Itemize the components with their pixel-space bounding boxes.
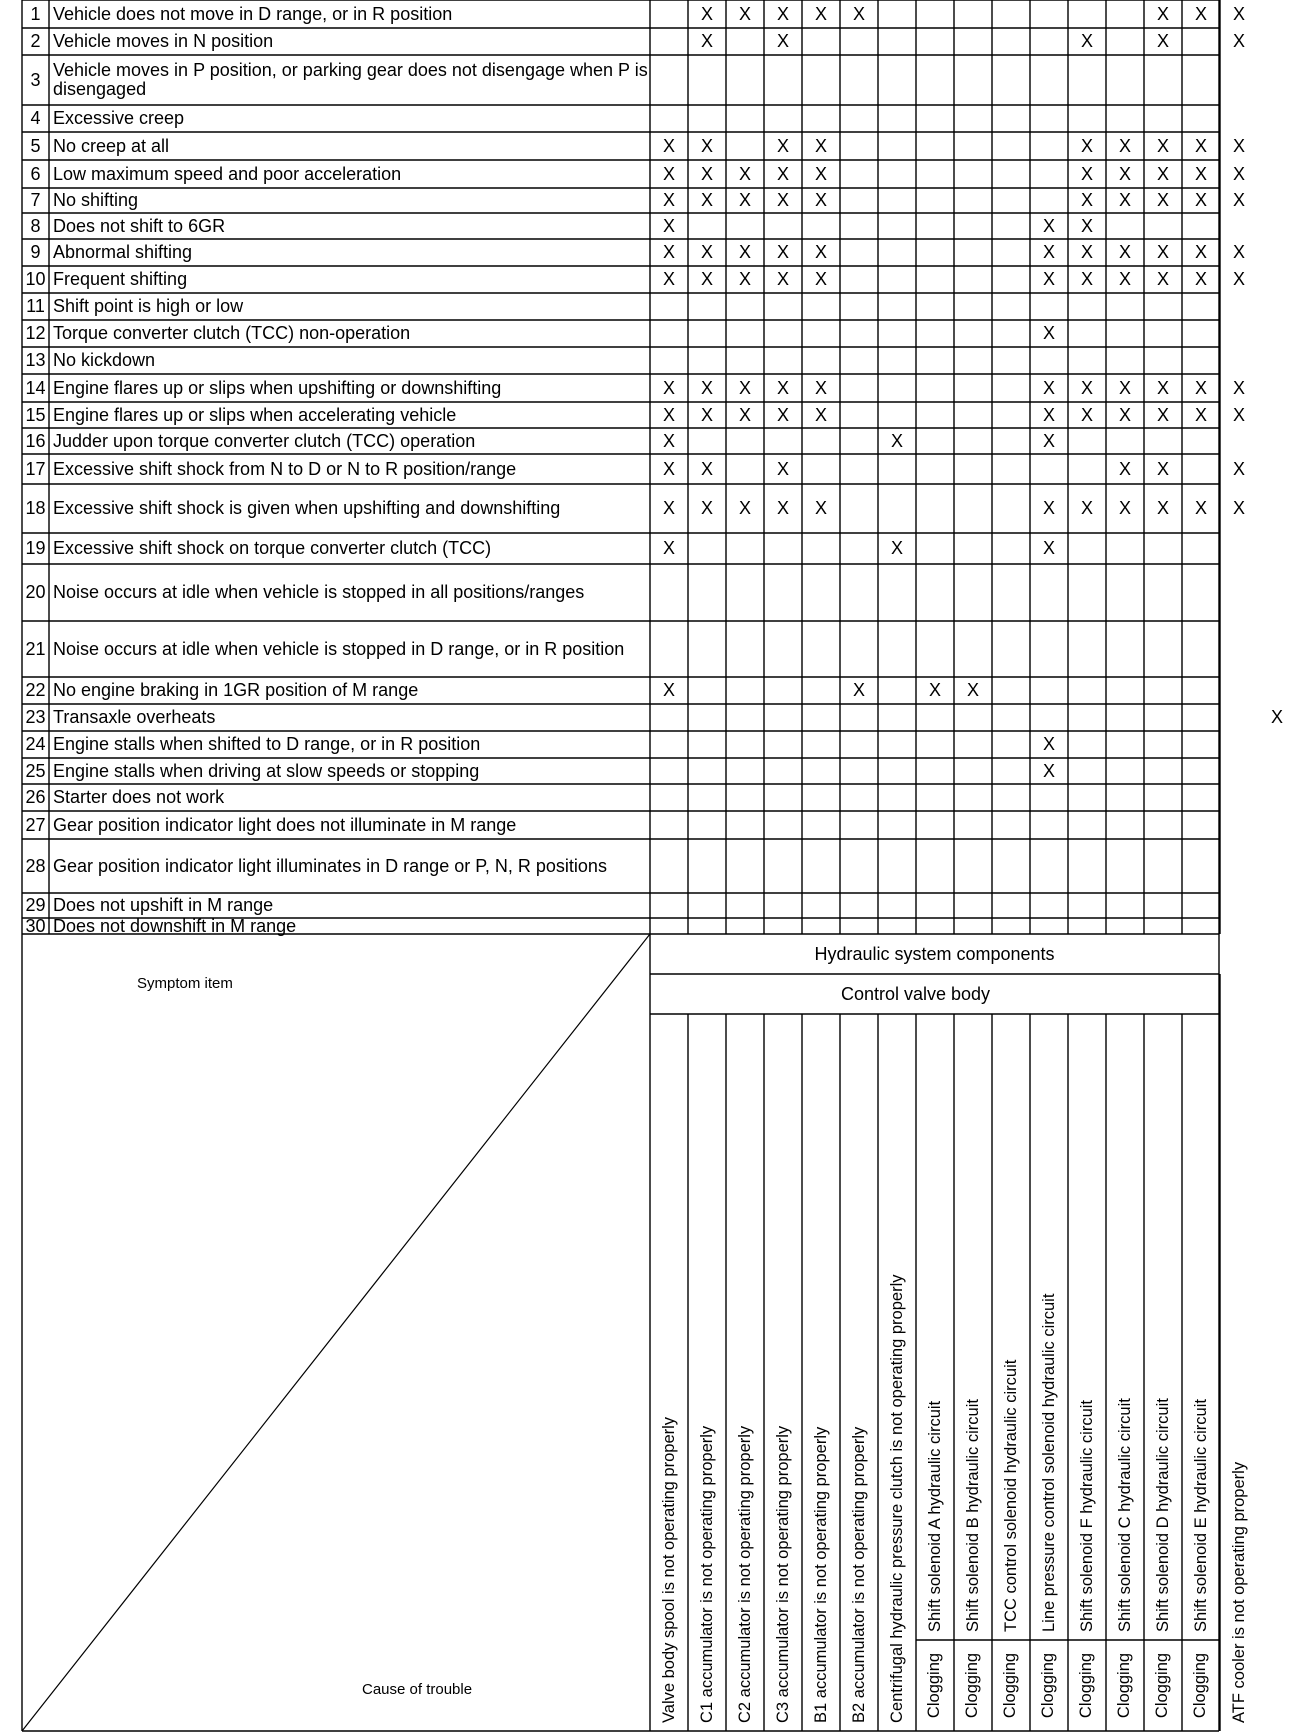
clogging-label bbox=[1068, 1640, 1106, 1731]
clogging-text: Clogging bbox=[1115, 1652, 1134, 1719]
x-mark: X bbox=[700, 377, 713, 398]
x-mark: X bbox=[662, 680, 675, 700]
symptom-text: Excessive shift shock from N to D or N to R position/range bbox=[53, 458, 517, 479]
row-number: 1 bbox=[30, 3, 41, 24]
symptom-text: Gear position indicator light does not illuminate in M range bbox=[53, 814, 517, 835]
x-mark: X bbox=[738, 269, 751, 289]
symptom-text: No creep at all bbox=[53, 135, 170, 156]
x-mark: X bbox=[1080, 377, 1093, 398]
clogging-label bbox=[1106, 1640, 1144, 1731]
x-mark: X bbox=[814, 190, 827, 210]
x-mark: X bbox=[1232, 498, 1245, 518]
x-mark: X bbox=[700, 31, 713, 51]
x-mark: X bbox=[814, 377, 827, 398]
x-mark: X bbox=[776, 31, 789, 51]
cause-of-trouble-label: Cause of trouble bbox=[362, 1681, 473, 1698]
x-mark: X bbox=[662, 377, 675, 398]
troubleshooting-matrix bbox=[22, 0, 1283, 1734]
symptom-text: Low maximum speed and poor acceleration bbox=[53, 163, 402, 184]
x-mark: X bbox=[1156, 404, 1169, 425]
column-label: Centrifugal hydraulic pressure clutch is not operating properly bbox=[888, 1274, 906, 1723]
row-number: 21 bbox=[25, 638, 46, 659]
x-mark: X bbox=[1118, 498, 1131, 518]
symptom-text: No kickdown bbox=[53, 350, 156, 370]
x-mark: X bbox=[776, 242, 789, 262]
column-label: ATF cooler is not operating properly bbox=[1230, 1461, 1248, 1723]
symptom-text: Vehicle does not move in D range, or in R position bbox=[53, 3, 453, 24]
symptom-text: No engine braking in 1GR position of M range bbox=[53, 680, 419, 700]
symptom-text: Excessive creep bbox=[53, 108, 185, 128]
x-mark: X bbox=[814, 498, 827, 518]
row-number: 7 bbox=[30, 190, 41, 210]
x-mark: X bbox=[776, 498, 789, 518]
row-number: 5 bbox=[30, 135, 41, 156]
symptom-text: Does not shift to 6GR bbox=[53, 215, 226, 236]
column-label: Shift solenoid C hydraulic circuit bbox=[1116, 1398, 1134, 1632]
x-mark: X bbox=[1156, 377, 1169, 398]
row-number: 18 bbox=[25, 498, 46, 518]
x-mark: X bbox=[814, 242, 827, 262]
row-number: 11 bbox=[26, 296, 45, 316]
row-number: 24 bbox=[25, 734, 46, 754]
x-mark: X bbox=[1194, 242, 1207, 262]
x-mark: X bbox=[1156, 135, 1169, 156]
clogging-text: Clogging bbox=[1153, 1652, 1172, 1719]
clogging-label bbox=[954, 1640, 992, 1731]
x-mark: X bbox=[1194, 3, 1207, 24]
symptom-text: Excessive shift shock is given when upshifting and downshifting bbox=[53, 498, 561, 518]
row-number: 12 bbox=[25, 323, 46, 343]
x-mark: X bbox=[700, 242, 713, 262]
x-mark: X bbox=[1194, 190, 1207, 210]
column-label: C1 accumulator is not operating properly bbox=[698, 1425, 716, 1723]
x-mark: X bbox=[1118, 190, 1131, 210]
x-mark: X bbox=[662, 215, 675, 236]
x-mark: X bbox=[1118, 163, 1131, 184]
x-mark: X bbox=[738, 404, 751, 425]
row-number: 28 bbox=[25, 855, 46, 876]
row-number: 10 bbox=[25, 269, 46, 289]
row-number: 29 bbox=[25, 895, 46, 915]
x-mark: X bbox=[1042, 538, 1055, 558]
x-mark: X bbox=[776, 458, 789, 479]
symptom-text: Abnormal shifting bbox=[53, 242, 193, 262]
row-number: 26 bbox=[25, 787, 46, 807]
clogging-label bbox=[992, 1640, 1030, 1731]
group-header-label: Hydraulic system components bbox=[814, 943, 1055, 964]
x-mark: X bbox=[1118, 242, 1131, 262]
x-mark: X bbox=[814, 135, 827, 156]
x-mark: X bbox=[662, 404, 675, 425]
row-number: 20 bbox=[25, 582, 46, 602]
clogging-text: Clogging bbox=[1039, 1652, 1058, 1719]
row-number: 15 bbox=[25, 404, 46, 425]
symptom-text: Transaxle overheats bbox=[53, 707, 216, 727]
column-label: C3 accumulator is not operating properly bbox=[774, 1425, 792, 1723]
x-mark: X bbox=[1232, 135, 1245, 156]
row-number: 9 bbox=[30, 242, 41, 262]
symptom-text: Shift point is high or low bbox=[53, 296, 244, 316]
x-mark: X bbox=[1232, 458, 1245, 479]
symptom-text: Excessive shift shock on torque converter clutch (TCC) bbox=[53, 538, 492, 558]
x-mark: X bbox=[662, 163, 675, 184]
x-mark: X bbox=[776, 163, 789, 184]
symptom-text: Vehicle moves in P position, or parking gear does not disengage when P is disengaged bbox=[53, 60, 648, 99]
row-number: 14 bbox=[25, 377, 46, 398]
x-mark: X bbox=[1232, 3, 1245, 24]
column-label: Shift solenoid D hydraulic circuit bbox=[1154, 1398, 1172, 1632]
x-mark: X bbox=[1080, 498, 1093, 518]
x-mark: X bbox=[1042, 215, 1055, 236]
clogging-text: Clogging bbox=[963, 1652, 982, 1719]
x-mark: X bbox=[1080, 269, 1093, 289]
x-mark: X bbox=[738, 163, 751, 184]
x-mark: X bbox=[700, 458, 713, 479]
x-mark: X bbox=[700, 163, 713, 184]
symptom-text: Frequent shifting bbox=[53, 269, 188, 289]
x-mark: X bbox=[662, 242, 675, 262]
x-mark: X bbox=[890, 538, 903, 558]
x-mark: X bbox=[1080, 31, 1093, 51]
x-mark: X bbox=[662, 269, 675, 289]
row-number: 25 bbox=[25, 760, 46, 781]
x-mark: X bbox=[1156, 269, 1169, 289]
symptom-text: No shifting bbox=[53, 190, 139, 210]
symptom-text: Torque converter clutch (TCC) non-operation bbox=[53, 323, 411, 343]
x-mark: X bbox=[776, 269, 789, 289]
row-number: 3 bbox=[30, 69, 41, 90]
symptom-text: Vehicle moves in N position bbox=[53, 31, 274, 51]
x-mark: X bbox=[1232, 31, 1245, 51]
x-mark: X bbox=[1042, 734, 1055, 754]
x-mark: X bbox=[738, 498, 751, 518]
row-number: 8 bbox=[30, 215, 41, 236]
corner-diagonal bbox=[22, 934, 650, 1731]
clogging-text: Clogging bbox=[925, 1652, 944, 1719]
column-label: B2 accumulator is not operating properly bbox=[850, 1426, 868, 1723]
x-mark: X bbox=[738, 377, 751, 398]
x-mark: X bbox=[814, 163, 827, 184]
x-mark: X bbox=[1042, 760, 1055, 781]
x-mark: X bbox=[1080, 215, 1093, 236]
x-mark: X bbox=[1118, 269, 1131, 289]
x-mark: X bbox=[1080, 190, 1093, 210]
row-number: 22 bbox=[25, 680, 46, 700]
symptom-text: Does not upshift in M range bbox=[53, 895, 274, 915]
group-header-hydraulic bbox=[650, 934, 1219, 974]
x-mark: X bbox=[662, 135, 675, 156]
column-label: Shift solenoid A hydraulic circuit bbox=[926, 1400, 944, 1632]
x-mark: X bbox=[1042, 377, 1055, 398]
x-mark: X bbox=[662, 458, 675, 479]
x-mark: X bbox=[738, 190, 751, 210]
symptom-text: Gear position indicator light illuminates in D range or P, N, R positions bbox=[53, 855, 607, 876]
symptom-text: Engine flares up or slips when accelerating vehicle bbox=[53, 404, 457, 425]
subgroup-header-control-valve-body bbox=[650, 974, 1181, 1014]
x-mark: X bbox=[928, 680, 941, 700]
row-number: 6 bbox=[30, 163, 41, 184]
symptom-text: Does not downshift in M range bbox=[53, 915, 297, 936]
x-mark: X bbox=[1042, 242, 1055, 262]
x-mark: X bbox=[1156, 163, 1169, 184]
x-mark: X bbox=[1232, 242, 1245, 262]
row-number: 2 bbox=[30, 31, 41, 51]
x-mark: X bbox=[1194, 269, 1207, 289]
x-mark: X bbox=[1232, 163, 1245, 184]
x-mark: X bbox=[1156, 498, 1169, 518]
x-mark: X bbox=[1194, 377, 1207, 398]
column-label: TCC control solenoid hydraulic circuit bbox=[1002, 1359, 1020, 1632]
column-label: Shift solenoid B hydraulic circuit bbox=[964, 1399, 982, 1632]
symptom-text: Noise occurs at idle when vehicle is stopped in all positions/ranges bbox=[53, 582, 585, 602]
x-mark: X bbox=[1080, 404, 1093, 425]
x-mark: X bbox=[1156, 31, 1169, 51]
symptom-item-label: Symptom item bbox=[137, 975, 233, 992]
row-number: 19 bbox=[25, 538, 46, 558]
x-mark: X bbox=[1080, 135, 1093, 156]
clogging-text: Clogging bbox=[1077, 1652, 1096, 1719]
x-mark: X bbox=[1080, 242, 1093, 262]
x-mark: X bbox=[1194, 163, 1207, 184]
column-label: Line pressure control solenoid hydraulic circuit bbox=[1040, 1293, 1058, 1632]
x-mark: X bbox=[966, 680, 979, 700]
x-mark: X bbox=[1156, 242, 1169, 262]
x-mark: X bbox=[1194, 404, 1207, 425]
x-mark: X bbox=[1232, 404, 1245, 425]
x-mark: X bbox=[700, 190, 713, 210]
x-mark: X bbox=[776, 404, 789, 425]
symptom-text: Engine stalls when driving at slow speeds or stopping bbox=[53, 760, 480, 781]
symptom-text: Engine flares up or slips when upshifting or downshifting bbox=[53, 377, 502, 398]
column-label: Shift solenoid F hydraulic circuit bbox=[1078, 1399, 1096, 1632]
x-mark: X bbox=[1118, 135, 1131, 156]
x-mark: X bbox=[776, 135, 789, 156]
symptom-text: Engine stalls when shifted to D range, or in R position bbox=[53, 734, 481, 754]
x-mark: X bbox=[662, 430, 675, 451]
x-mark: X bbox=[1118, 458, 1131, 479]
column-label: Shift solenoid E hydraulic circuit bbox=[1192, 1399, 1210, 1632]
x-mark: X bbox=[1156, 190, 1169, 210]
x-mark: X bbox=[738, 242, 751, 262]
symptom-text: Judder upon torque converter clutch (TCC) operation bbox=[53, 430, 476, 451]
x-mark: X bbox=[814, 269, 827, 289]
clogging-label bbox=[1144, 1640, 1182, 1731]
symptom-text: Noise occurs at idle when vehicle is stopped in D range, or in R position bbox=[53, 638, 625, 659]
x-mark: X bbox=[1042, 498, 1055, 518]
row-number: 16 bbox=[25, 430, 46, 451]
x-mark: X bbox=[1042, 404, 1055, 425]
clogging-text: Clogging bbox=[1191, 1652, 1210, 1719]
row-number: 27 bbox=[25, 814, 46, 835]
symptom-text: Starter does not work bbox=[53, 787, 225, 807]
row-number: 30 bbox=[25, 915, 46, 936]
x-mark: X bbox=[700, 135, 713, 156]
clogging-text: Clogging bbox=[1001, 1652, 1020, 1719]
row-number: 13 bbox=[25, 350, 46, 370]
column-label: B1 accumulator is not operating properly bbox=[812, 1426, 830, 1723]
clogging-label bbox=[1030, 1640, 1068, 1731]
x-mark: X bbox=[1118, 404, 1131, 425]
x-mark: X bbox=[852, 680, 865, 700]
column-label: Valve body spool is not operating properly bbox=[660, 1416, 678, 1723]
x-mark: X bbox=[1194, 135, 1207, 156]
x-mark: X bbox=[700, 269, 713, 289]
x-mark: X bbox=[700, 498, 713, 518]
row-number: 23 bbox=[25, 707, 46, 727]
x-mark: X bbox=[1232, 190, 1245, 210]
x-mark: X bbox=[1080, 163, 1093, 184]
x-mark: X bbox=[852, 3, 865, 24]
x-mark: X bbox=[700, 3, 713, 24]
x-mark: X bbox=[776, 3, 789, 24]
x-mark: X bbox=[738, 3, 751, 24]
x-mark: X bbox=[662, 498, 675, 518]
row-number: 17 bbox=[25, 458, 46, 479]
subgroup-header-label: Control valve body bbox=[840, 983, 991, 1004]
x-mark: X bbox=[700, 404, 713, 425]
x-mark: X bbox=[662, 538, 675, 558]
x-mark: X bbox=[1042, 269, 1055, 289]
x-mark: X bbox=[890, 430, 903, 451]
x-mark: X bbox=[1232, 269, 1245, 289]
row-number: 4 bbox=[30, 108, 41, 128]
x-mark: X bbox=[1156, 458, 1169, 479]
clogging-label bbox=[1182, 1640, 1220, 1731]
clogging-label bbox=[916, 1640, 954, 1731]
x-mark: X bbox=[1194, 498, 1207, 518]
x-mark: X bbox=[1042, 430, 1055, 451]
x-mark: X bbox=[1156, 3, 1169, 24]
x-mark: X bbox=[776, 377, 789, 398]
column-label: C2 accumulator is not operating properly bbox=[736, 1425, 754, 1723]
x-mark: X bbox=[814, 3, 827, 24]
x-mark: X bbox=[776, 190, 789, 210]
x-mark: X bbox=[1118, 377, 1131, 398]
x-mark: X bbox=[1270, 707, 1283, 727]
x-mark: X bbox=[1232, 377, 1245, 398]
x-mark: X bbox=[662, 190, 675, 210]
x-mark: X bbox=[814, 404, 827, 425]
x-mark: X bbox=[1042, 323, 1055, 343]
